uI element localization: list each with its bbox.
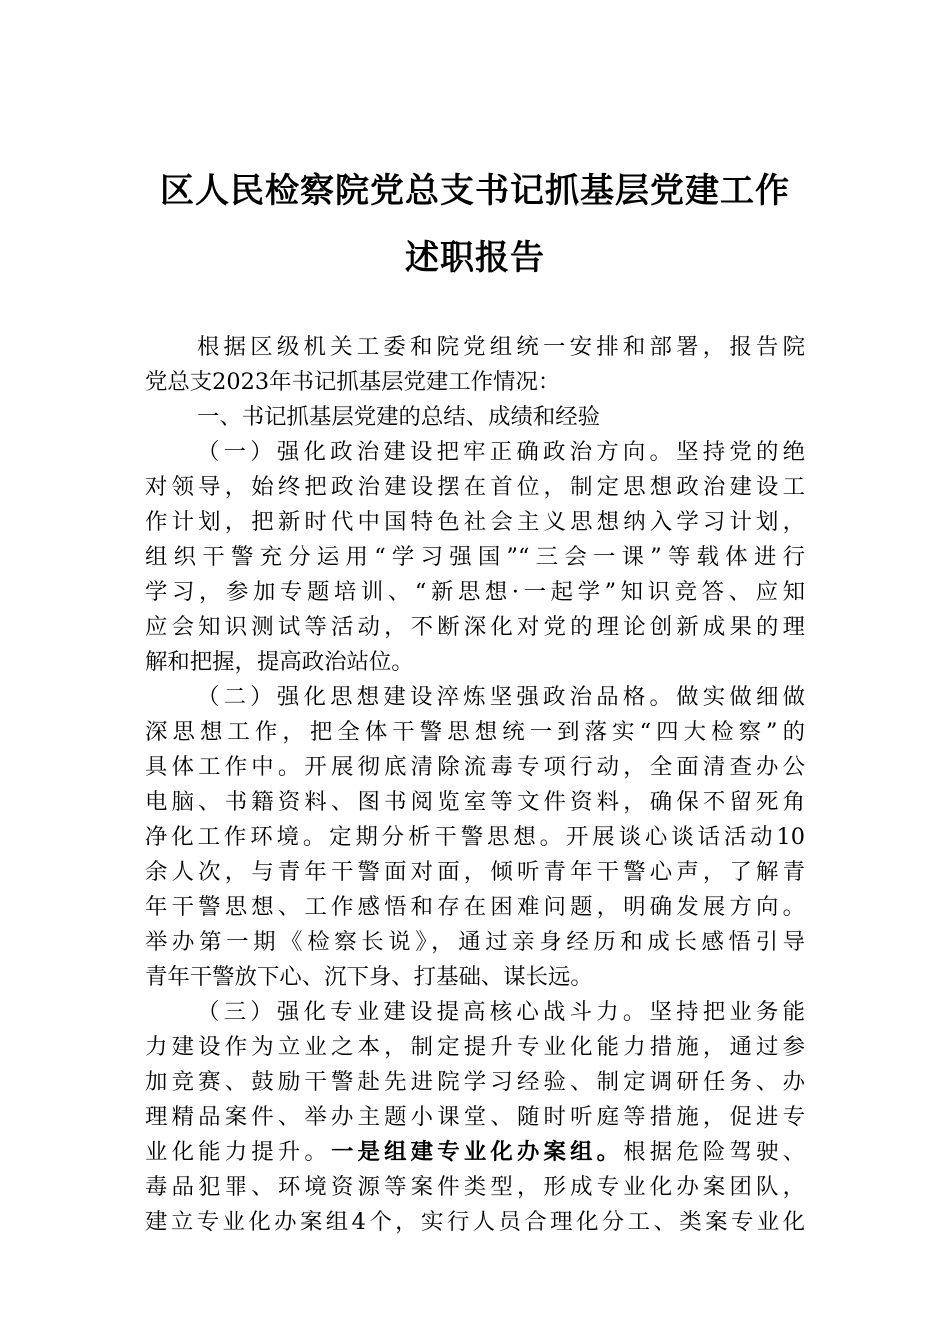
- document-title-line-2: 述职报告: [405, 238, 545, 278]
- para1-line-5: 学习，参加专题培训、“新思想·一起学”知识竞答、应知: [145, 579, 805, 605]
- intro-line-2: 党总支2023年书记抓基层党建工作情况：: [145, 369, 561, 395]
- para1-line-3: 作计划，把新时代中国特色社会主义思想纳入学习计划，: [145, 509, 805, 535]
- para2-line-4: 电脑、书籍资料、图书阅览室等文件资料，确保不留死角: [145, 789, 805, 815]
- section-heading-1: 一、书记抓基层党建的总结、成绩和经验: [197, 404, 601, 430]
- document-title-line-1: 区人民检察院党总支书记抓基层党建工作: [160, 171, 790, 211]
- para2-line-1-text: 做实做细做: [676, 684, 806, 710]
- para1-line-4: 组织干警充分运用“学习强国”“三会一课”等载体进行: [145, 544, 805, 570]
- para3-line-1: [145, 995, 805, 1030]
- para1-line-6: 应会知识测试等活动，不断深化对党的理论创新成果的理: [145, 614, 805, 640]
- para3-line-2: 力建设作为立业之本，制定提升专业化能力措施，通过参: [145, 1034, 805, 1060]
- para3-line-3: 加竞赛、鼓励干警赴先进院学习经验、制定调研任务、办: [145, 1069, 805, 1095]
- para3-line-5: [145, 1135, 805, 1170]
- para3-line-5-pre: 业化能力提升。: [145, 1139, 331, 1165]
- para3-line-4: 理精品案件、举办主题小课堂、随时听庭等措施，促进专: [145, 1104, 805, 1130]
- para3-line-7: 建立专业化办案组4个，实行人员合理化分工、类案专业化: [145, 1209, 805, 1235]
- para2-line-6: 余人次，与青年干警面对面，倾听青年干警心声，了解青: [145, 859, 805, 885]
- document-body: [145, 330, 805, 1240]
- para3-line-5-bold: 一是组建专业化办案组。: [330, 1139, 624, 1165]
- para2-line-1: [145, 680, 805, 715]
- para1-lead: （一）强化政治建设把牢正确政治方向。: [197, 439, 677, 465]
- para2-line-8: 举办第一期《检察长说》，通过亲身经历和成长感悟引导: [145, 929, 805, 955]
- para2-line-5: 净化工作环境。定期分析干警思想。开展谈心谈话活动10: [145, 824, 805, 850]
- para2-line-2: 深思想工作，把全体干警思想统一到落实“四大检察”的: [145, 719, 805, 745]
- para2-line-9: 青年干警放下心、沉下身、打基础、谋长远。: [145, 964, 593, 990]
- para1-line-1-text: 坚持党的绝: [676, 439, 806, 465]
- para1-line-1: [145, 435, 805, 470]
- para2-line-3: 具体工作中。开展彻底清除流毒专项行动，全面清查办公: [145, 754, 805, 780]
- para2-lead: （二）强化思想建设淬炼坚强政治品格。: [197, 684, 677, 710]
- para3-lead: （三）强化专业建设提高核心战斗力。: [197, 999, 650, 1025]
- para3-line-6: 毒品犯罪、环境资源等案件类型，形成专业化办案团队，: [145, 1174, 805, 1200]
- para1-line-2: 对领导，始终把政治建设摆在首位，制定思想政治建设工: [145, 474, 805, 500]
- para2-line-7: 年干警思想、工作感悟和存在困难问题，明确发展方向。: [145, 894, 805, 920]
- para1-line-7: 解和把握，提高政治站位。: [145, 649, 414, 675]
- intro-line-1: 根据区级机关工委和院党组统一安排和部署，报告院: [197, 334, 805, 360]
- para3-line-5-post: 根据危险驾驶、: [623, 1139, 806, 1165]
- para3-line-1-text: 坚持把业务能: [649, 999, 806, 1025]
